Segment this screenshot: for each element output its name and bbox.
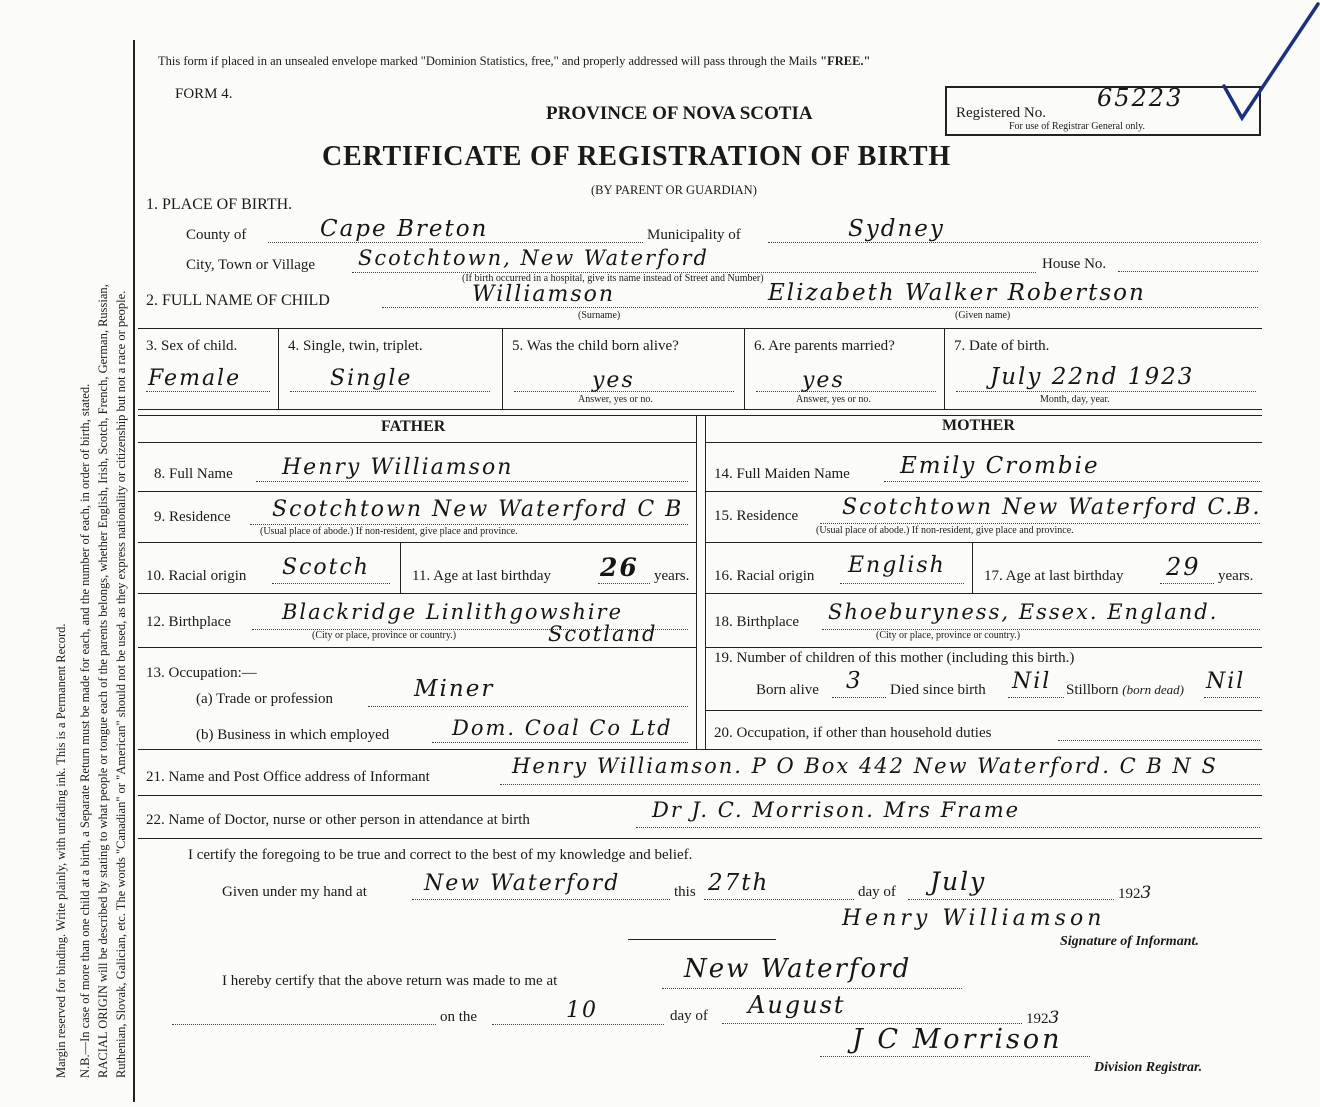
- child-surname-value: Williamson: [472, 282, 616, 307]
- father-heading: FATHER: [381, 418, 446, 435]
- mother-residence-line: [820, 523, 1260, 524]
- parents-married-value: yes: [802, 368, 845, 393]
- province-heading: PROVINCE OF NOVA SCOTIA: [546, 103, 813, 124]
- informant-line: [500, 784, 1260, 785]
- mother-age-label: 17. Age at last birthday: [984, 568, 1124, 584]
- father-birthplace-value: Blackridge Linlithgowshire: [282, 600, 624, 624]
- mother-name-line: [884, 481, 1260, 482]
- on-the-label: on the: [440, 1009, 478, 1025]
- father-birthplace-label: 12. Birthplace: [146, 614, 231, 630]
- business-line: [432, 742, 688, 743]
- father-age-unit: years.: [654, 568, 690, 584]
- father-birthplace-country: Scotland: [548, 622, 658, 646]
- mother-occupation-label: 20. Occupation, if other than household duties: [714, 725, 992, 741]
- parents-married-label: 6. Are parents married?: [754, 338, 895, 354]
- informant-signature-caption: Signature of Informant.: [1060, 934, 1199, 949]
- given-under-hand-label: Given under my hand at: [222, 884, 367, 900]
- mother-residence-value: Scotchtown New Waterford C.B.: [842, 495, 1262, 520]
- stillborn-line: [1204, 697, 1260, 698]
- sex-line: [146, 391, 270, 392]
- city-label: City, Town or Village: [186, 257, 316, 273]
- date-of-birth-line: [956, 391, 1256, 392]
- father-name-line: [256, 481, 688, 482]
- born-alive-count-value: 3: [846, 668, 863, 694]
- father-name-value: Henry Williamson: [282, 455, 514, 480]
- house-number-label: House No.: [1042, 256, 1107, 272]
- sex-label: 3. Sex of child.: [146, 338, 238, 354]
- return-lead-line: [172, 1024, 436, 1025]
- check-mark-icon: [1222, 0, 1320, 125]
- mother-age-value: 29: [1166, 553, 1201, 581]
- father-name-label: 8. Full Name: [154, 466, 233, 482]
- date-of-birth-label: 7. Date of birth.: [954, 338, 1050, 354]
- county-value: Cape Breton: [320, 216, 489, 242]
- return-place-value: New Waterford: [684, 954, 912, 984]
- mother-racial-line: [840, 583, 964, 584]
- rule-row3-top: [138, 328, 1262, 329]
- rule-parents-top: [138, 415, 1262, 416]
- father-residence-line: [250, 524, 688, 525]
- mother-racial-value: English: [848, 553, 946, 578]
- rule-mother-head: [705, 442, 1262, 443]
- trade-line: [368, 706, 688, 707]
- father-residence-label: 9. Residence: [154, 509, 231, 525]
- rule-row3-div4: [944, 328, 945, 409]
- return-day-of-label: day of: [670, 1008, 708, 1024]
- doctor-line: [636, 827, 1260, 828]
- return-made-label: I hereby certify that the above return was made to me at: [222, 973, 558, 989]
- born-alive-count-line: [832, 697, 886, 698]
- rule-doctor-bottom: [138, 838, 1262, 839]
- date-of-birth-value: July 22nd 1923: [990, 364, 1195, 390]
- this-label: this: [674, 884, 696, 900]
- informant-signature: Henry Williamson: [842, 906, 1106, 931]
- rule-row3-bottom: [138, 409, 1262, 410]
- trade-value: Miner: [414, 676, 495, 702]
- plurality-label: 4. Single, twin, triplet.: [288, 338, 423, 354]
- margin-note-multiple-births: N.B.—In case of more than one child at a birth, a Separate Return must be made for each, and the number of each, in order of birth, stated.: [78, 383, 92, 1078]
- municipality-label: Municipality of: [647, 227, 741, 243]
- rule-father-3: [138, 593, 696, 594]
- father-age-line: [598, 583, 650, 584]
- father-residence-value: Scotchtown New Waterford C B: [272, 497, 684, 522]
- sex-value: Female: [148, 366, 242, 391]
- doctor-label: 22. Name of Doctor, nurse or other person in attendance at birth: [146, 812, 530, 828]
- died-since-birth-line: [1008, 697, 1064, 698]
- rule-mother-3: [705, 593, 1262, 594]
- business-label: (b) Business in which employed: [196, 727, 390, 743]
- rule-mother-1: [705, 491, 1262, 492]
- municipality-line: [768, 242, 1258, 243]
- mother-residence-label: 15. Residence: [714, 508, 799, 524]
- margin-note-racial-origin: RACIAL ORIGIN will be described by stating to what people or tongue each of the parents belongs, whether English, Irish, Scotch, French, German, Russian,: [96, 284, 110, 1078]
- given-place-value: New Waterford: [424, 871, 621, 896]
- registered-number-label: Registered No.: [956, 105, 1046, 121]
- day-of-label: day of: [858, 884, 896, 900]
- page-subtitle: (BY PARENT OR GUARDIAN): [591, 183, 757, 197]
- registered-number-box: [945, 86, 1261, 136]
- rule-row3-div1: [278, 328, 279, 409]
- died-since-birth-label: Died since birth: [890, 682, 986, 698]
- binding-margin-rule: [133, 40, 135, 1102]
- father-residence-caption: (Usual place of abode.) If non-resident, give place and province.: [260, 526, 518, 537]
- rule-father-1: [138, 491, 696, 492]
- rule-mother-racial-div: [972, 542, 973, 593]
- registered-number-value: 65223: [1097, 84, 1184, 112]
- mother-name-label: 14. Full Maiden Name: [714, 466, 850, 482]
- mother-racial-label: 16. Racial origin: [714, 568, 815, 584]
- registrar-general-note: For use of Registrar General only.: [1009, 121, 1145, 132]
- child-name-line: [382, 307, 1258, 308]
- child-given-name-value: Elizabeth Walker Robertson: [768, 280, 1146, 306]
- born-alive-caption: Answer, yes or no.: [578, 394, 653, 405]
- rule-mother-left: [705, 415, 706, 749]
- county-line: [268, 242, 643, 243]
- margin-note-binding: Margin reserved for binding. Write plainly, with unfading ink. This is a Permanent Record.: [54, 623, 68, 1078]
- given-place-line: [412, 899, 670, 900]
- rule-signature-separator: [628, 939, 776, 940]
- rule-mother-5: [705, 710, 1262, 711]
- rule-informant-bottom: [138, 795, 1262, 796]
- given-month-line: [908, 899, 1114, 900]
- died-since-birth-value: Nil: [1012, 669, 1052, 694]
- form-number: FORM 4.: [175, 86, 233, 102]
- certify-statement: I certify the foregoing to be true and correct to the best of my knowledge and belief.: [188, 847, 693, 863]
- registrar-caption: Division Registrar.: [1094, 1060, 1203, 1075]
- city-value: Scotchtown, New Waterford: [358, 246, 709, 270]
- rule-mother-2: [705, 542, 1262, 543]
- parents-married-line: [756, 391, 936, 392]
- given-month-value: July: [930, 867, 987, 896]
- return-month-value: August: [748, 991, 846, 1019]
- born-alive-label: 5. Was the child born alive?: [512, 338, 679, 354]
- rule-mother-4: [705, 647, 1262, 648]
- mother-name-value: Emily Crombie: [900, 453, 1100, 479]
- plurality-value: Single: [330, 366, 413, 391]
- page-title: CERTIFICATE OF REGISTRATION OF BIRTH: [322, 141, 951, 172]
- father-age-label: 11. Age at last birthday: [412, 568, 551, 584]
- surname-caption: (Surname): [578, 310, 621, 321]
- rule-father-2: [138, 542, 696, 543]
- return-day-line: [492, 1024, 664, 1025]
- occupation-label: 13. Occupation:—: [146, 665, 257, 681]
- mail-notice: This form if placed in an unsealed envelope marked "Dominion Statistics, free," and properly addressed will pass through the Mails "FREE.": [158, 54, 871, 68]
- margin-note-racial-origin-2: Ruthenian, Slovak, Galician, etc. The words "Canadian" or "American" should not be used, as they express nationality or citizenship but not a race or people.: [114, 290, 128, 1078]
- given-year: 1923: [1118, 883, 1154, 903]
- trade-label: (a) Trade or profession: [196, 691, 334, 707]
- child-name-label: 2. FULL NAME OF CHILD: [146, 292, 330, 309]
- mother-children-label: 19. Number of children of this mother (including this birth.): [714, 650, 1075, 666]
- father-racial-label: 10. Racial origin: [146, 568, 247, 584]
- stillborn-label: Stillborn (born dead): [1066, 682, 1185, 698]
- father-racial-value: Scotch: [282, 555, 370, 580]
- plurality-line: [290, 391, 490, 392]
- return-year: 1923: [1026, 1008, 1062, 1028]
- mother-age-unit: years.: [1218, 568, 1254, 584]
- given-day-line: [704, 899, 854, 900]
- mother-age-line: [1160, 583, 1214, 584]
- rule-father-racial-div: [400, 542, 401, 593]
- rule-father-head: [138, 442, 696, 443]
- business-value: Dom. Coal Co Ltd: [452, 716, 673, 740]
- registrar-signature-line: [820, 1056, 1090, 1057]
- mother-birthplace-value: Shoeburyness, Essex. England.: [828, 600, 1219, 624]
- parents-married-caption: Answer, yes or no.: [796, 394, 871, 405]
- municipality-value: Sydney: [848, 216, 945, 242]
- mother-occupation-line: [1058, 740, 1260, 741]
- rule-father-4: [138, 647, 696, 648]
- born-alive-count-label: Born alive: [756, 682, 819, 698]
- given-name-caption: (Given name): [955, 310, 1011, 321]
- mother-birthplace-caption: (City or place, province or country.): [876, 630, 1021, 641]
- informant-value: Henry Williamson. P O Box 442 New Waterford. C B N S: [512, 754, 1218, 778]
- date-of-birth-caption: Month, day, year.: [1040, 394, 1110, 405]
- father-racial-line: [272, 583, 390, 584]
- mother-birthplace-label: 18. Birthplace: [714, 614, 799, 630]
- county-label: County of: [186, 227, 247, 243]
- father-age-value: 26: [600, 553, 639, 582]
- rule-father-right: [696, 415, 697, 749]
- mother-heading: MOTHER: [942, 417, 1015, 434]
- stillborn-value: Nil: [1206, 669, 1246, 694]
- mother-residence-caption: (Usual place of abode.) If non-resident, give place and province.: [816, 525, 1074, 536]
- born-alive-value: yes: [592, 368, 635, 393]
- return-day-value: 10: [566, 998, 598, 1023]
- rule-informant-top: [138, 749, 1262, 750]
- return-place-line: [662, 988, 962, 989]
- father-birthplace-caption: (City or place, province or country.): [312, 630, 457, 641]
- house-number-line: [1118, 271, 1258, 272]
- doctor-value: Dr J. C. Morrison. Mrs Frame: [652, 798, 1021, 822]
- registrar-signature: J C Morrison: [852, 1024, 1063, 1055]
- rule-row3-div3: [744, 328, 745, 409]
- place-of-birth-heading: 1. PLACE OF BIRTH.: [146, 196, 293, 213]
- hospital-note: (If birth occurred in a hospital, give its name instead of Street and Number): [462, 273, 764, 284]
- given-day-value: 27th: [708, 870, 770, 896]
- informant-label: 21. Name and Post Office address of Informant: [146, 769, 430, 785]
- rule-row3-div2: [502, 328, 503, 409]
